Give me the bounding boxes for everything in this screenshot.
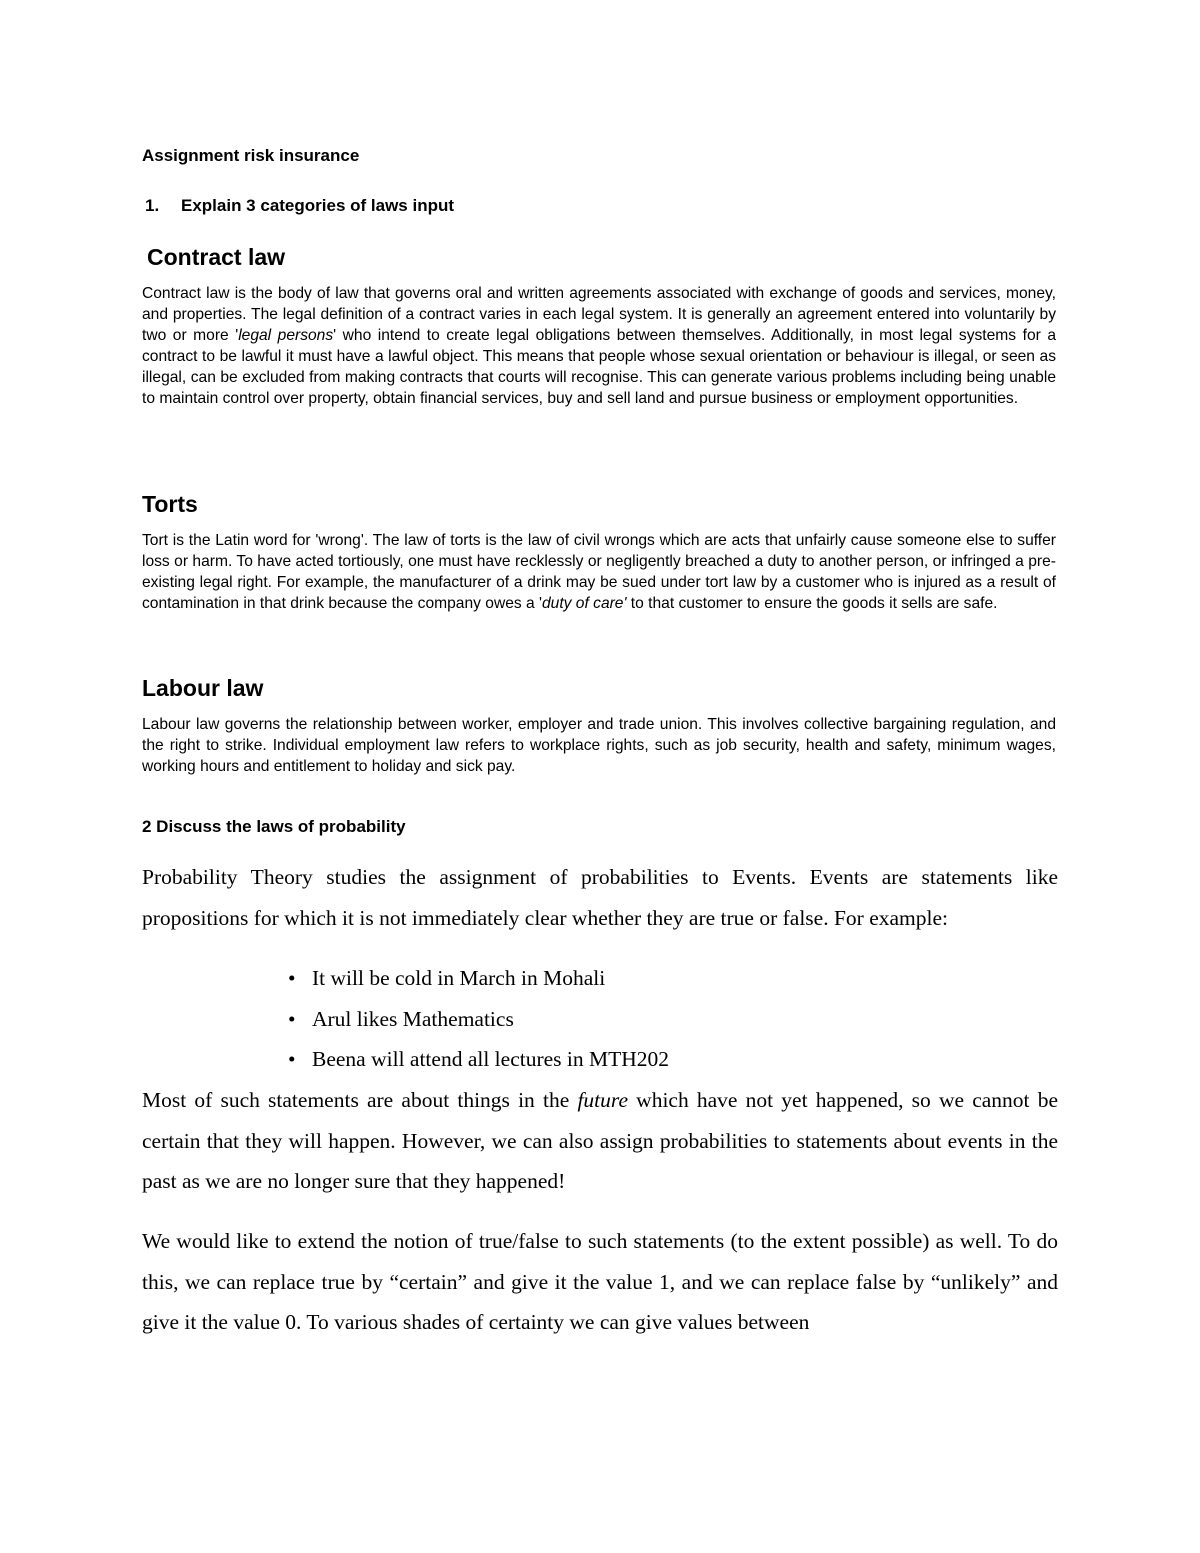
future-emphasis: future — [577, 1088, 628, 1112]
torts-paragraph — [142, 530, 1056, 614]
bullet-icon: • — [288, 1047, 296, 1071]
torts-emphasis: duty of care' — [542, 595, 627, 612]
torts-text-part2: to that customer to ensure the goods it sells are safe. — [626, 595, 998, 612]
bullet-icon: • — [288, 966, 296, 990]
list-item-text: Arul likes Mathematics — [312, 1006, 514, 1031]
list-item-text: It will be cold in March in Mohali — [312, 966, 606, 990]
contract-law-paragraph — [142, 283, 1056, 409]
list-item — [288, 999, 669, 1040]
contract-law-text-part2: ' who intend to create legal obligations between themselves. Additionally, in most legal systems for a contract to be lawful it must have a lawful object. This means that people whose sexual orientation or behaviour is illegal, or seen as illegal, can be excluded from making contracts that courts will recognise. This can generate various problems including being unable to maintain control over property, obtain financial services, buy and sell land and pursue business or employment opportunities. — [142, 327, 1056, 407]
labour-law-paragraph: Labour law governs the relationship between worker, employer and trade union. This involves collective bargaining regulation, and the right to strike. Individual employment law refers to workplace rights, such as job security, health and safety, minimum wages, working hours and entitlement to holiday and sick pay. — [142, 716, 1056, 775]
contract-law-heading: Contract law — [147, 244, 286, 270]
question-1-number: 1. — [145, 196, 160, 215]
bullet-icon: • — [288, 1006, 296, 1031]
labour-law-heading: Labour law — [142, 675, 264, 701]
question-1-text: Explain 3 categories of laws input — [181, 196, 455, 215]
list-item — [288, 958, 669, 999]
contract-law-emphasis: legal persons — [238, 327, 334, 344]
extend-notion-paragraph: We would like to extend the notion of true/false to such statements (to the extent possible) as well. To do this, we can replace true by “certain” and give it the value 1, and we can replace false by “unlikely” and give it the value 0. To various shades of certainty we can give values between — [142, 1229, 1058, 1334]
example-events-list — [288, 958, 669, 1080]
torts-heading: Torts — [142, 491, 198, 517]
torts-text-part1: Tort is the Latin word for 'wrong'. The law of torts is the law of civil wrongs which are acts that unfairly cause someone else to suffer loss or harm. To have acted tortiously, one must have recklessly or negligently breached a duty to another person, or infringed a pre-existing legal right. For example, the manufacturer of a drink may be sued under tort law by a customer who is injured as a result of contamination in that drink because the company owes a ' — [142, 532, 1056, 612]
assignment-title: Assignment risk insurance — [142, 146, 360, 165]
future-text-part1: Most of such statements are about things in the — [142, 1088, 578, 1112]
future-events-paragraph — [142, 1080, 1058, 1202]
probability-intro-paragraph: Probability Theory studies the assignment of probabilities to Events. Events are statements like propositions for which it is not immediately clear whether they are true or false. For example: — [142, 865, 1058, 930]
list-item-text: Beena will attend all lectures in MTH202 — [312, 1047, 670, 1071]
list-item — [288, 1039, 669, 1080]
question-2-heading: 2 Discuss the laws of probability — [142, 817, 406, 836]
contract-law-text-part1: Contract law is the body of law that governs oral and written agreements associated with exchange of goods and services, money, and properties. The legal definition of a contract varies in each legal system. It is generally an agreement entered into voluntarily by two or more ' — [142, 285, 1056, 344]
future-text-part2: which have not yet happened, so we cannot be certain that they will happen. However, we can also assign probabilities to statements about events in the past as we are no longer sure that they happened! — [142, 1088, 1058, 1193]
